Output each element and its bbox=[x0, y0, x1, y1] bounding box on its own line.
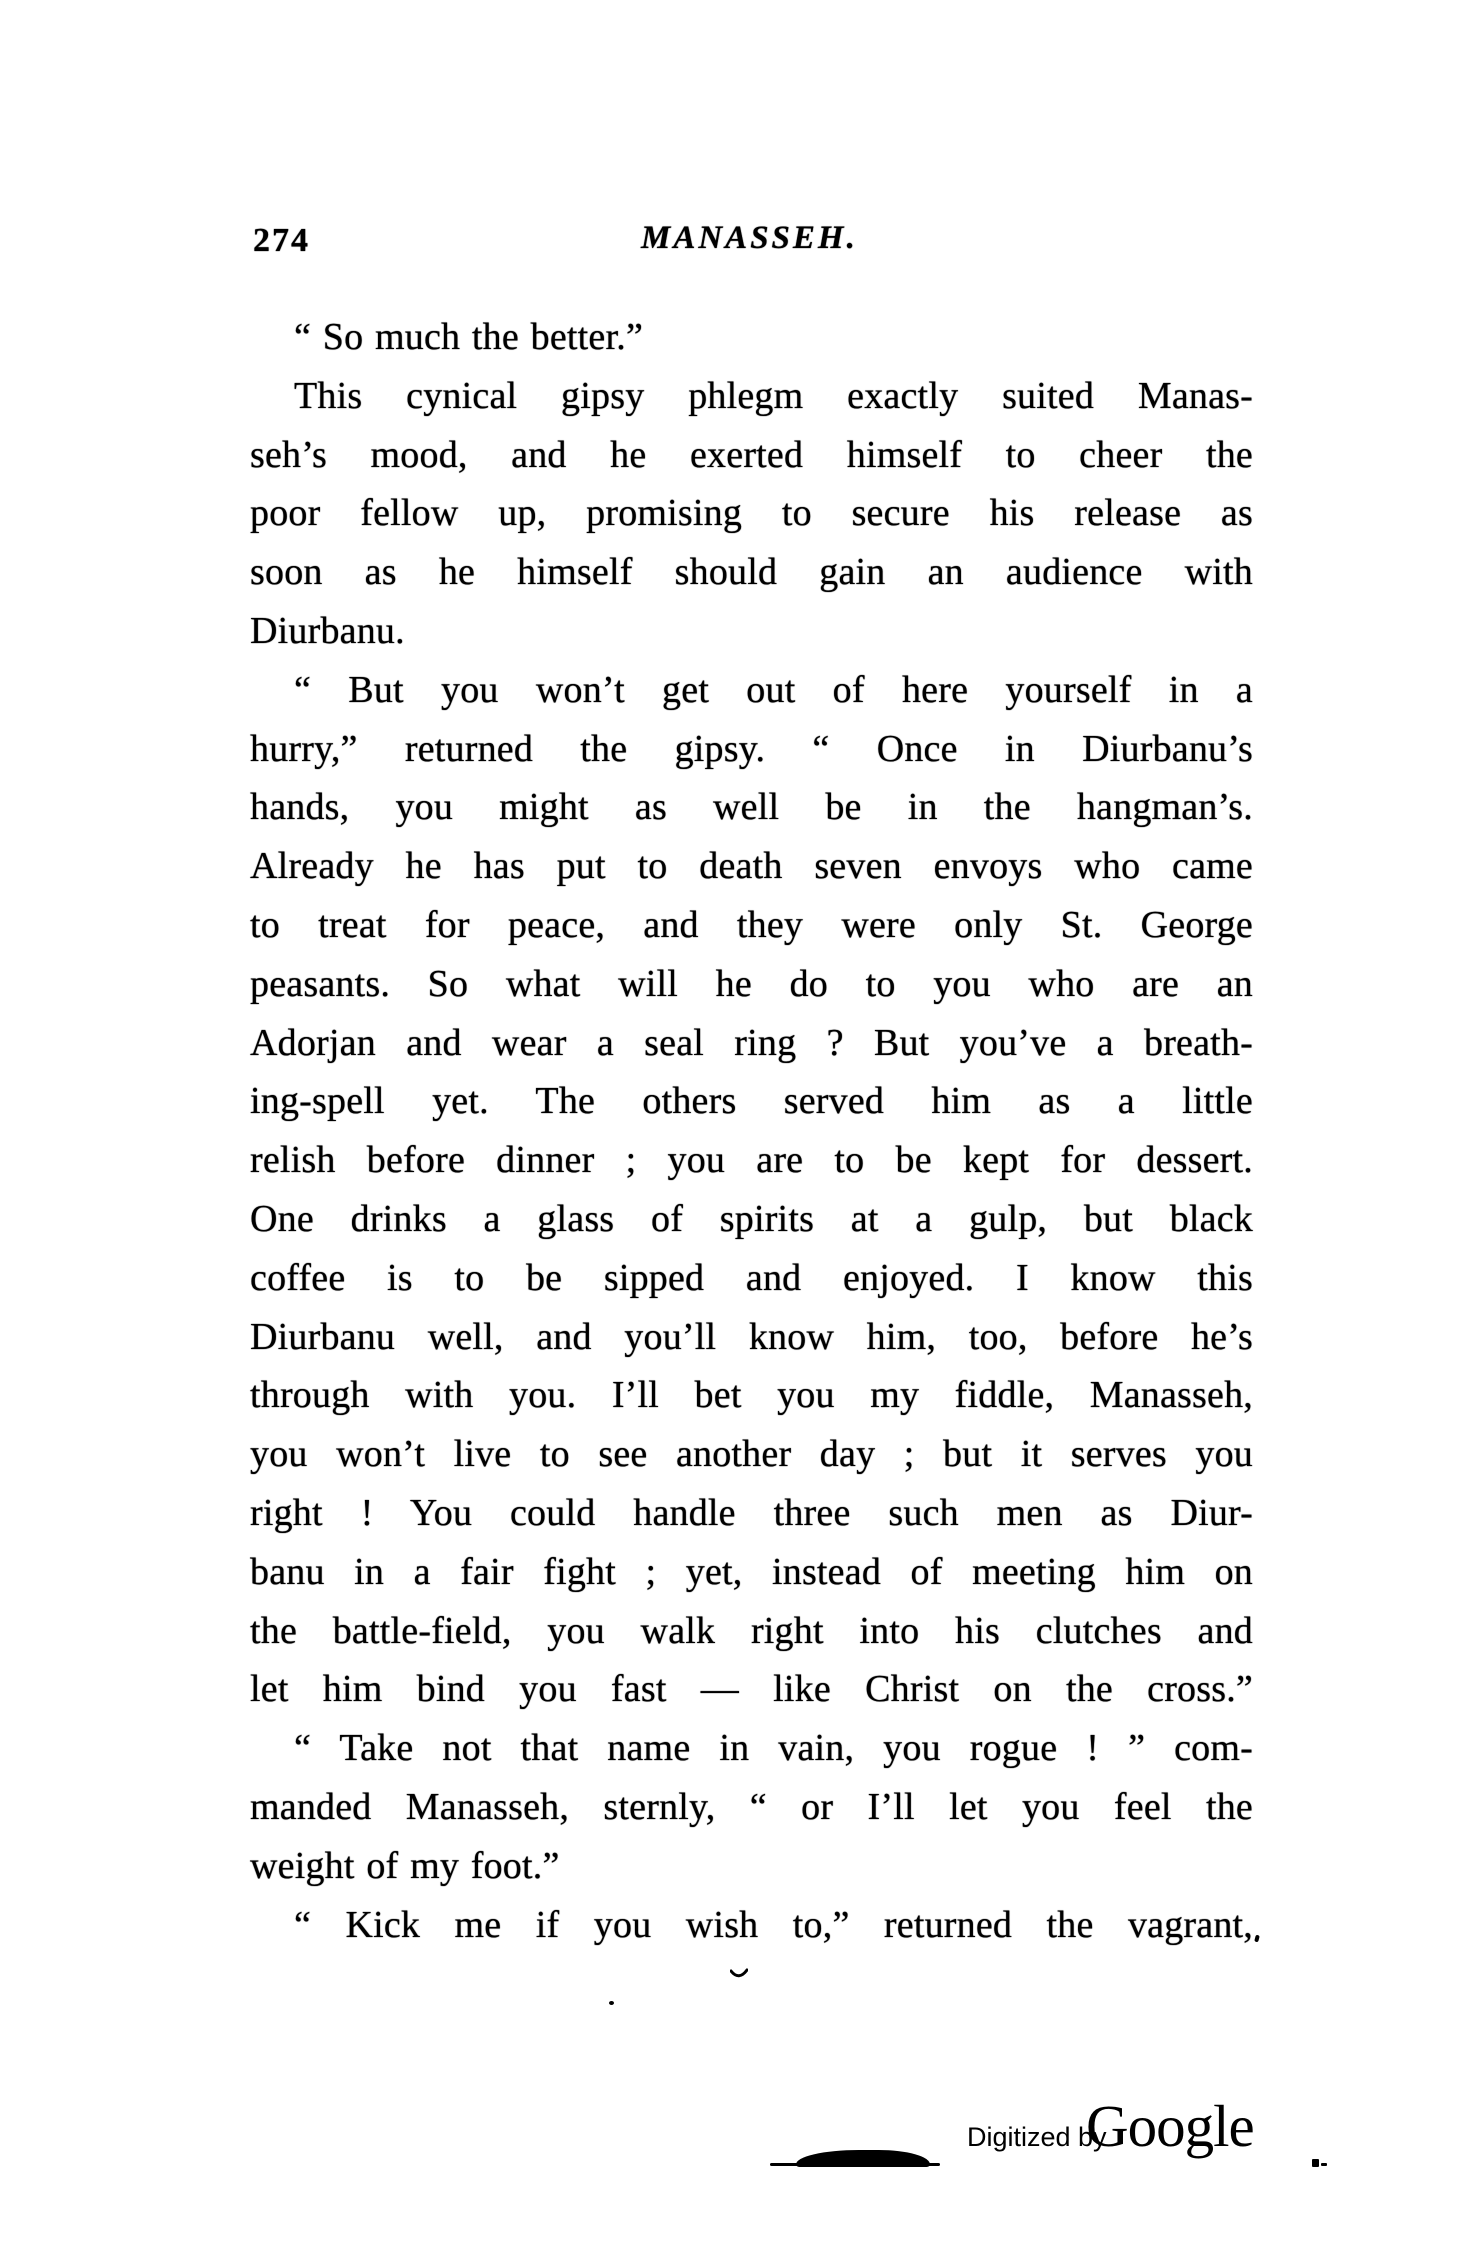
text-line: relish before dinner ; you are to be kept for dessert. bbox=[250, 1139, 1253, 1182]
text-line: Already he has put to death seven envoys who came bbox=[250, 845, 1253, 888]
text-line: right ! You could handle three such men as Diur- bbox=[250, 1491, 1253, 1534]
text-line: poor fellow up, promising to secure his release as bbox=[250, 492, 1253, 535]
text-line: hands, you might as well be in the hangman’s. bbox=[250, 786, 1253, 829]
text-line: through with you. I’ll bet you my fiddle, Manasseh, bbox=[250, 1374, 1253, 1417]
text-line: This cynical gipsy phlegm exactly suited Manas- bbox=[294, 374, 1253, 417]
running-title: MANASSEH. bbox=[641, 220, 858, 256]
text-line: One drinks a glass of spirits at a gulp, but black bbox=[250, 1197, 1253, 1240]
text-line: the battle-field, you walk right into his clutches and bbox=[250, 1609, 1253, 1652]
stray-ink-dot bbox=[609, 2001, 614, 2005]
text-line: “ Kick me if you wish to,” returned the vagrant, bbox=[294, 1903, 1253, 1946]
text-line: weight of my foot.” bbox=[250, 1844, 560, 1887]
body-text bbox=[250, 308, 1253, 1954]
ink-speck bbox=[1312, 2159, 1327, 2167]
text-line: Diurbanu. bbox=[250, 609, 405, 652]
text-line: ing-spell yet. The others served him as a little bbox=[250, 1080, 1253, 1123]
google-logo: Google bbox=[1086, 2093, 1254, 2159]
text-line: coffee is to be sipped and enjoyed. I know this bbox=[250, 1256, 1253, 1299]
text-line: “ So much the better.” bbox=[294, 316, 644, 358]
text-line: “ Take not that name in vain, you rogue ! ” com- bbox=[294, 1727, 1253, 1770]
text-line: Adorjan and wear a seal ring ? But you’ve a breath- bbox=[250, 1021, 1253, 1064]
digitized-by-label: Digitized by bbox=[967, 2122, 1107, 2152]
text-line: peasants. So what will he do to you who are an bbox=[250, 962, 1253, 1005]
text-line: hurry,” returned the gipsy. “ Once in Diurbanu’s bbox=[250, 727, 1253, 770]
ink-smudge bbox=[796, 2150, 930, 2167]
breve-ink-mark bbox=[730, 1968, 748, 1982]
text-line: Diurbanu well, and you’ll know him, too, before he’s bbox=[250, 1315, 1253, 1358]
text-line: soon as he himself should gain an audience with bbox=[250, 551, 1253, 594]
page-number: 274 bbox=[253, 222, 310, 259]
text-line: to treat for peace, and they were only St. George bbox=[250, 903, 1253, 946]
text-line: seh’s mood, and he exerted himself to cheer the bbox=[250, 433, 1253, 476]
text-line: you won’t live to see another day ; but it serves you bbox=[250, 1433, 1253, 1476]
text-line: let him bind you fast — like Christ on the cross.” bbox=[250, 1668, 1253, 1711]
text-line: “ But you won’t get out of here yourself in a bbox=[294, 668, 1253, 711]
text-line: banu in a fair fight ; yet, instead of meeting him on bbox=[250, 1550, 1253, 1593]
stray-ink-dot bbox=[1254, 1935, 1260, 1943]
text-line: manded Manasseh, sternly, “ or I’ll let you feel the bbox=[250, 1785, 1253, 1828]
